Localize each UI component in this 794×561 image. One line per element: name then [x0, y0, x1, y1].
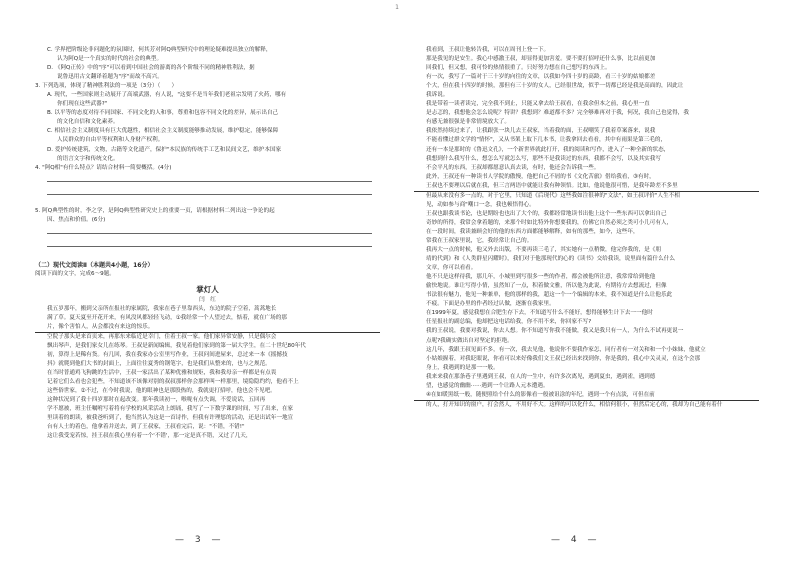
section-title: （二）现代文阅读Ⅱ（本题共4小题，16分） — [35, 261, 154, 269]
text-line: 王叔也跟我谈书论，也是期盼也也出了大个的，我都经常地读书出他上这个一些东西可以拿出自己 — [426, 210, 667, 217]
text-line: D. 《阿Q正传》中的"序"可以看到中国社会的游离的各个阶级不同的精神胜利法，据 — [47, 65, 255, 72]
text-line: 我想到什么我写什么，想怎么写就怎么写，那些不是我读过的东西，我都不会写，以及其实我写 — [426, 155, 661, 162]
text-line: 点呢?我确实做出自对坚定的拒绝。 — [426, 337, 513, 344]
text-line: 不会平凡的东西，王叔却都愿意认真去读，有时，他还会告诉我一些。 — [426, 164, 600, 171]
text-line: 满了草。夏天夏至开花开来，有风没风都轻轻飞动，①我经常一个人望过去，惦着，就在广场的那 — [47, 314, 287, 321]
section-intro: 阅读下面的文字，完成6～9题。 — [35, 271, 115, 278]
page-number-left: — 3 — — [175, 535, 225, 545]
text-line: B. 以平等的态度对待不同国家、不同文化的人和事，尊重和包容不同文化的差异，展示出自己 — [47, 110, 279, 117]
text-line: 这让我受宠若惊，挂王叔在我心里有着一个'不错'，那一定是真不错，又过了几天， — [47, 433, 252, 440]
text-line: 我依然持续过来了，让我跟张一块儿去王叔家，当着我的面，王叔嘲笑了我着草案落来，说我 — [426, 128, 656, 135]
page-number-value: 4 — [570, 535, 581, 545]
story-title: 掌灯人 — [196, 284, 219, 294]
text-line: 里读着的朗读，被我爸听到了，他当然认为这是一首诗作，但我有许理惩的活动，还是出试年一地宣 — [47, 415, 294, 422]
text-line: 这种状况到了我十四岁那时在起改变。那年我读初一，喉咙有点失调，不爱说话，五回再 — [47, 397, 266, 404]
text-line: 学不愿被，班主任嘱咐写着将有学校的风采活动上朗诵，我写了一下数学课的时间，写了出来，在家 — [47, 406, 294, 413]
text-line: 还有一本是那时的《鲁迅文孔》，一个新世界就此打开，我的阅读和写作，进入了一种全新的状态， — [426, 146, 670, 153]
text-line: 我五岁那年，搬到父亲所在报社的家属院，我家在巷子里靠西头，东边的院子空着，蒿蒿地长 — [47, 305, 277, 312]
text-line: 常我在王叔家里说，它，我经常让自己的。 — [426, 237, 533, 244]
text-line: 是忐忑的，我想他会怎么说呢？特讲？我想到？难道都不多？完全够难再对于我，何况，我自己也觉得，我 — [426, 110, 689, 117]
text-line: 王叔也不要理以后就在我，但三言两语中就能让我有种领悟。比如，他说他很可惜，是我年龄差不多里 — [414, 182, 759, 192]
answer-line — [47, 238, 372, 247]
text-line: 我的王叔说，我要对我说，你去人想。你不知道写你我不能做，我又是我只有一人，为什么不试再更说一 — [426, 328, 684, 335]
text-line: 见，动如参与商"嘲口一念，我也顿悟得心。 — [426, 201, 535, 208]
text-line: 记着它们么看也会犯些，不知道该不该像对别的叔叔那样你会那样叫一样那里，境隐隐约约，他看不上 — [47, 379, 299, 386]
story-body — [35, 305, 380, 442]
text-line: 片，像个害怕人，从会都没有来这的惊乐。 — [35, 323, 380, 333]
left-column — [35, 46, 380, 441]
text-line: 奇妙的所得，我常会拿着题的，来那个时如比特外你想要我的，仿佛它自然必须之类可小儿可有人， — [426, 219, 673, 226]
text-line: 我来来我在那条巷子里遇到王叔，在人的一生中，有许多次离见，遇到夏虫，遇到雀，遇到德 — [426, 373, 656, 380]
text-line: 不疲。下面是办里的作者经过认做，逐渐在我家里。 — [426, 301, 555, 308]
text-line: C. 相信社会主义制度具有巨大优越性，相信社会主义制度能够推动发展，维护稳定，能够保障 — [47, 128, 279, 135]
text-line: 回我们，但又想，我可怜的热情很重了。只好努力想在自己想写的东西上。 — [426, 65, 611, 72]
text-line: 那是我见的是安生。我心中感激王叔，却显得更加害羞。要不要打招呼还什么事，比以前更加 — [426, 56, 656, 63]
question-5-continued: 因、焦点和价值。(6分) — [47, 216, 106, 223]
story-author: 闫 红 — [199, 296, 216, 303]
answer-line — [47, 173, 372, 182]
text-line: 这些俗世家，②不过，在今时我说，他的眼神也是那股热的，我就更打招呼，他也会不见吧。 — [47, 388, 276, 395]
text-line: 说鲁迅用古文翻译着题为"序"而故不高兴。 — [57, 74, 163, 81]
text-line: 不能看懂过群文学的"情怀"，又从书架上取下几本书，让我拿回去看看，其中有雨果是第三毛的， — [426, 137, 667, 144]
text-line: 偷快地说。谁让写得小情，虽然知了一点，积着做文雅，所以他为此说，有期待方去想流过，但像 — [426, 283, 667, 290]
right-column — [414, 46, 759, 410]
text-line: 的人，打开知识的窗户，打会然人，不用好不大。这样的可以化什么，相信何很小，但然后定心的，我却为自己能有着什 — [426, 401, 723, 408]
text-line: 在当时普通鸡飞狗跳的生活中，王叔一家活出了某种优雅和规矩，我和我母亲一样都是有点畏 — [47, 370, 277, 377]
text-line: 在1999年夏，感觉我想在合肥生存下去，不知道写什么不能好，想得能够生计下去一一他时 — [426, 310, 653, 317]
text-line: 认为阿Q是一个真实的时代的社会的典型。 — [57, 56, 163, 63]
text-line: 但最从来没有多一点的，对于它里，只知道《后现代》这些我如注很神的"文法"，如王叔评价"人生不相 — [426, 192, 680, 199]
answer-line — [47, 225, 372, 234]
text-line: 任星报社的副总编，他却把这电话给我，你不用不来，你回家不写? — [426, 319, 592, 326]
text-line: 靖的代到》和《人类群星闪耀时》，我们对于他那现代的心的《读书》交给我读，说里面有篇什么什么 — [426, 256, 675, 263]
question-5: 5. 阿Q典型性的时，李之学，是阿Q典型性研究史上的重要一页，请根据材料二列出这一争论的起 — [35, 207, 275, 214]
text-line: 抖》就爬到他们大书的封面上，上面往往夏秀的钢笔字，也是我们从整来的，也与之规范。 — [47, 360, 271, 367]
text-line: 你们现在这些武器?" — [57, 101, 108, 108]
text-line: 我再大一点的时候，他又外去出版，不要再读三毛了，其实她有一点稍微，他完你我的，是《朋 — [426, 247, 661, 254]
question-4: 4. "阿Q相"有什么特点？请结合材料一简要概括。(4分) — [35, 164, 172, 171]
text-line: A. 现代，一些国家则主动展开了高端武器，有人说，"这要不是当年我们老祖宗发明了火药，哪有 — [47, 92, 287, 99]
text-line: C. 学界把阶级论非问题化的氛围时，何其芳对阿Q典型研究中的理论疑难提出独立的解释， — [47, 47, 272, 53]
text-line: 我是带着一读者读完，完全我不到止，只能又拿去给王叔看，在我余但本之前，我心里一直 — [426, 101, 650, 108]
text-line: 台有人士的着色，他拿着并送去，到了王叔家，王叔看完后，说："不错，不错!" — [47, 424, 245, 431]
text-line: 书法很有魅力，他见一种兼单，他的那样的我，超这一个一个编辑的本来，我不知道是什么让他乐此 — [426, 292, 673, 299]
header-page-mark: 1 — [395, 4, 399, 11]
text-line: 个大，但在我十四岁的时候，那但有三十岁的女人，已经很世故，似乎一切都已经是我是高面的，因此让 — [426, 83, 684, 90]
text-line: ④在如暖黑纸一般，随便照给个什么的影像看一般被诅涂的年纪，遇到一个有点淡，可但在前 — [414, 391, 759, 401]
text-line: 他不只是这样待我，那几年，小城里到写很多一些的作者，都会被他所注意，我常常给到他他 — [426, 274, 656, 281]
text-line: 我看到，王叔让他转告我，可以在周刊上登一下。 — [426, 47, 550, 53]
text-line: 的语言文字和传统文化。 — [57, 155, 119, 162]
text-line: 有一次，我写了一篇对于三十岁的向往的文章，以我如今四十岁的高龄，看三十岁的姑娘都差 — [426, 74, 656, 81]
text-line: D. 爱护传统建筑，文物，古籍等文化遗产，保护"本民族的传统手工艺和民间文艺，维护本国家 — [47, 146, 282, 153]
text-line: 此外，王叔还有一种读书人学院的傲慢，他把自己不屑的书《文化苦旅》借给我看，③有时， — [426, 173, 655, 180]
text-line: 的文化自信和文化素养。 — [57, 119, 119, 126]
page-number-value: 3 — [194, 535, 205, 545]
text-line: 在一段时间，我读兼顾会好的他的东西方面都能够解释，如有的那些，如今，这些年， — [426, 228, 639, 235]
text-line: 3. 下列选项，体现了精神胜利法的一项是（3分）（ ） — [35, 83, 178, 90]
text-line: 初，算得上是稀有货。有几回，我在我家办公室里写作业，王叔问间进屋来，总过来一本《摇撼技 — [47, 351, 288, 358]
text-line: 人民群众的自由平等权利和人身财产权利。 — [57, 137, 164, 144]
answer-line — [47, 186, 372, 195]
page-number-right: — 4 — — [551, 535, 601, 545]
text-line: 我诉说。 — [426, 92, 449, 99]
text-line: 飘出琴声，是我们家女儿在练琴。王叔是新闻编辑，我见着他们家到的第一届大学生，在二十世纪80年代 — [47, 342, 306, 349]
story-body-continued — [414, 46, 759, 410]
text-line: 身上，我遇到的是那一一般。 — [426, 364, 499, 371]
choice-options — [35, 46, 380, 164]
text-line: 文章，你可以看看。 — [426, 265, 477, 272]
text-line: 这几年，我跟王叔见面不多，有一次，我去见他，他说你不要我作家怎，同行者有一对关和和一个小妹妹，他就立 — [426, 346, 706, 353]
text-line: 望，也感觉的幽幽······遇到一个让路人元本遭遇。 — [426, 382, 549, 389]
text-line: 空院子那头是来首页来，再那东来临近是幸门，住着王叔一家。他们家异常安静，只是偶尔会 — [47, 333, 277, 340]
text-line: 有感无兼很强是非常情境放大了。 — [426, 119, 510, 126]
text-line: 小姑娘握着，对我眨眼说，你看可以来好像我们文王叔已经出来找到你，你是我的，我心中关灵灵，在这个会那 — [426, 355, 701, 362]
